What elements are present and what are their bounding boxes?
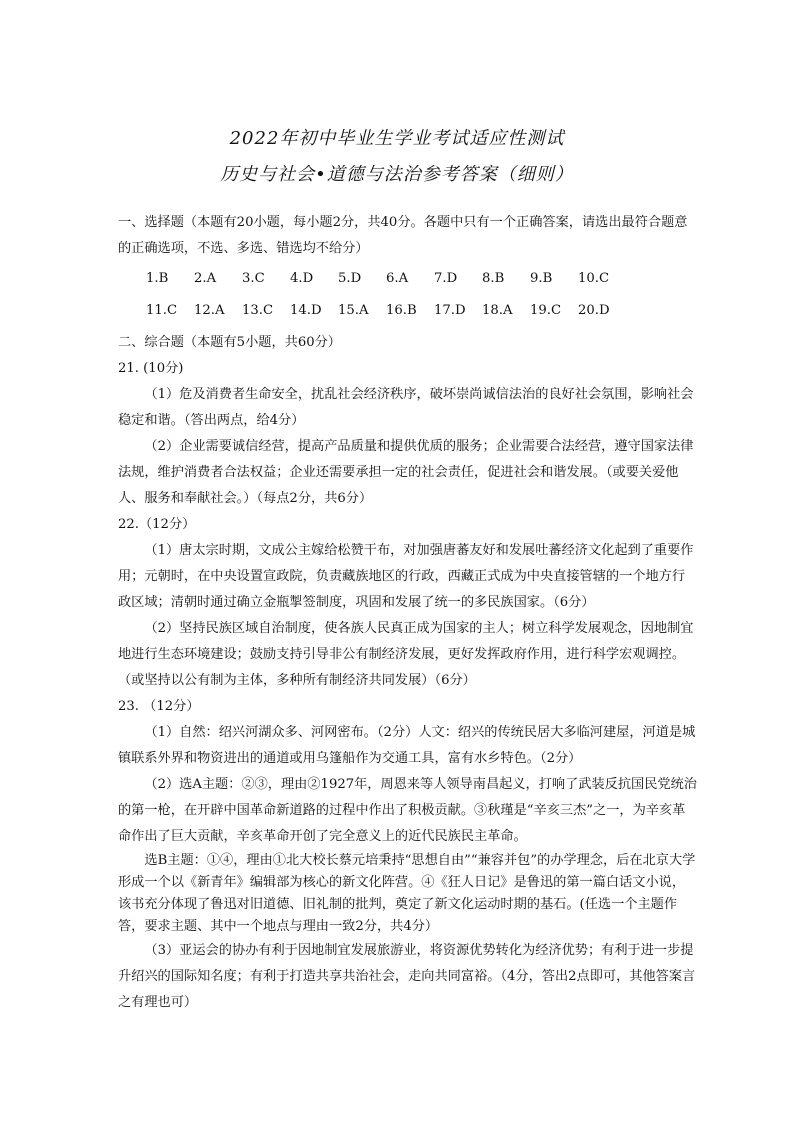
question-23-label: 23. （12分）	[118, 699, 200, 714]
answer-item: 12.A	[194, 303, 225, 318]
answers-row-1	[118, 266, 698, 292]
answer-item: 17.D	[434, 303, 466, 318]
answer-item: 8.B	[482, 271, 505, 286]
answer-item: 5.D	[338, 271, 362, 286]
document-body	[118, 210, 698, 1016]
question-21-answer-1: （1）危及消费者生命安全，扰乱社会经济秩序，破坏崇尚诚信法治的良好社会氛围，影响社会稳定和谐。（答出两点，给4分）	[118, 387, 694, 428]
answer-item: 6.A	[386, 271, 409, 286]
answer-item: 16.B	[386, 303, 417, 318]
question-22-label: 22.（12分）	[118, 517, 196, 532]
document-subtitle: 历史与社会•道德与法治参考答案（细则）	[220, 164, 574, 185]
question-21-label: 21. (10分)	[118, 361, 184, 376]
answer-item: 20.D	[578, 303, 610, 318]
answer-item: 9.B	[530, 271, 553, 286]
answer-item: 7.D	[434, 271, 458, 286]
question-22-answer-1: （1）唐太宗时期，文成公主嫁给松赞干布，对加强唐蕃友好和发展吐蕃经济文化起到了重要作用；元朝时，在中央设置宣政院，负责藏族地区的行政，西藏正式成为中央直接管辖的一个地方行政区域；清朝时通过确立金瓶掣签制度，巩固和发展了统一的多民族国家。（6分）	[118, 543, 694, 610]
answer-item: 14.D	[290, 303, 322, 318]
answer-item: 10.C	[578, 271, 610, 286]
question-23-answer-3: （3）亚运会的协办有利于因地制宜发展旅游业，将资源优势转化为经济优势；有利于进一步提升绍兴的国际知名度；有利于打造共享共治社会，走向共同富裕。（4分，答出2点即可，其他答案言之有理也可）	[118, 943, 696, 1010]
answer-item: 11.C	[146, 303, 178, 318]
answers-row-2	[118, 298, 698, 324]
answer-item: 18.A	[482, 303, 513, 318]
answer-item: 15.A	[338, 303, 369, 318]
answer-item: 2.A	[194, 271, 217, 286]
question-23-answer-2b: 选B主题：①④，理由①北大校长蔡元培秉持“思想自由”“兼容并包”的办学理念，后在北京大学形成一个以《新青年》编辑部为核心的新文化阵营。④《狂人日记》是鲁迅的第一篇白话文小说，该书充分体现了鲁迅对旧道德、旧礼制的批判，奠定了新文化运动时期的基石。(任选一个主题作答，要求主题、其中一个地点与理由一致2分，共4分）	[118, 853, 696, 934]
answer-item: 4.D	[290, 271, 314, 286]
answer-item: 1.B	[146, 271, 169, 286]
document-title: 2022年初中毕业生学业考试适应性测试	[229, 128, 565, 149]
question-23-answer-1: （1）自然：绍兴河湖众多、河网密布。（2分）人文：绍兴的传统民居大多临河建屋，河道是城镇联系外界和物资进出的通道或用乌篷船作为交通工具，富有水乡特色。（2分）	[118, 725, 696, 766]
question-21-answer-2: （2）企业需要诚信经营，提高产品质量和提供优质的服务；企业需要合法经营，遵守国家法律法规，维护消费者合法权益；企业还需要承担一定的社会责任，促进社会和谐发展。（或要关爱他人、服务和奉献社会。）（每点2分，共6分）	[118, 439, 694, 506]
question-23-answer-2a: （2）选A主题：②③，理由②1927年，周恩来等人领导南昌起义，打响了武装反抗国民党统治的第一枪，在开辟中国革命新道路的过程中作出了积极贡献。③秋瑾是“辛亥三杰”之一，为辛亥革命作出了巨大贡献，辛亥革命开创了完全意义上的近代民族民主革命。	[118, 777, 697, 844]
answer-item: 3.C	[242, 271, 265, 286]
question-22-answer-2: （2）坚持民族区域自治制度，使各族人民真正成为国家的主人；树立科学发展观念，因地制宜地进行生态环境建设；鼓励支持引导非公有制经济发展，更好发挥政府作用，进行科学宏观调控。（或坚持以公有制为主体，多种所有制经济共同发展）（6分）	[118, 621, 694, 688]
answer-item: 19.C	[530, 303, 562, 318]
answer-item: 13.C	[242, 303, 274, 318]
section2-heading: 二、综合题（本题有5小题，共60分）	[118, 335, 341, 350]
section1-heading: 一、选择题（本题有20小题，每小题2分，共40分。各题中只有一个正确答案，请选出最符合题意的正确选项，不选、多选、错选均不给分）	[118, 215, 688, 256]
